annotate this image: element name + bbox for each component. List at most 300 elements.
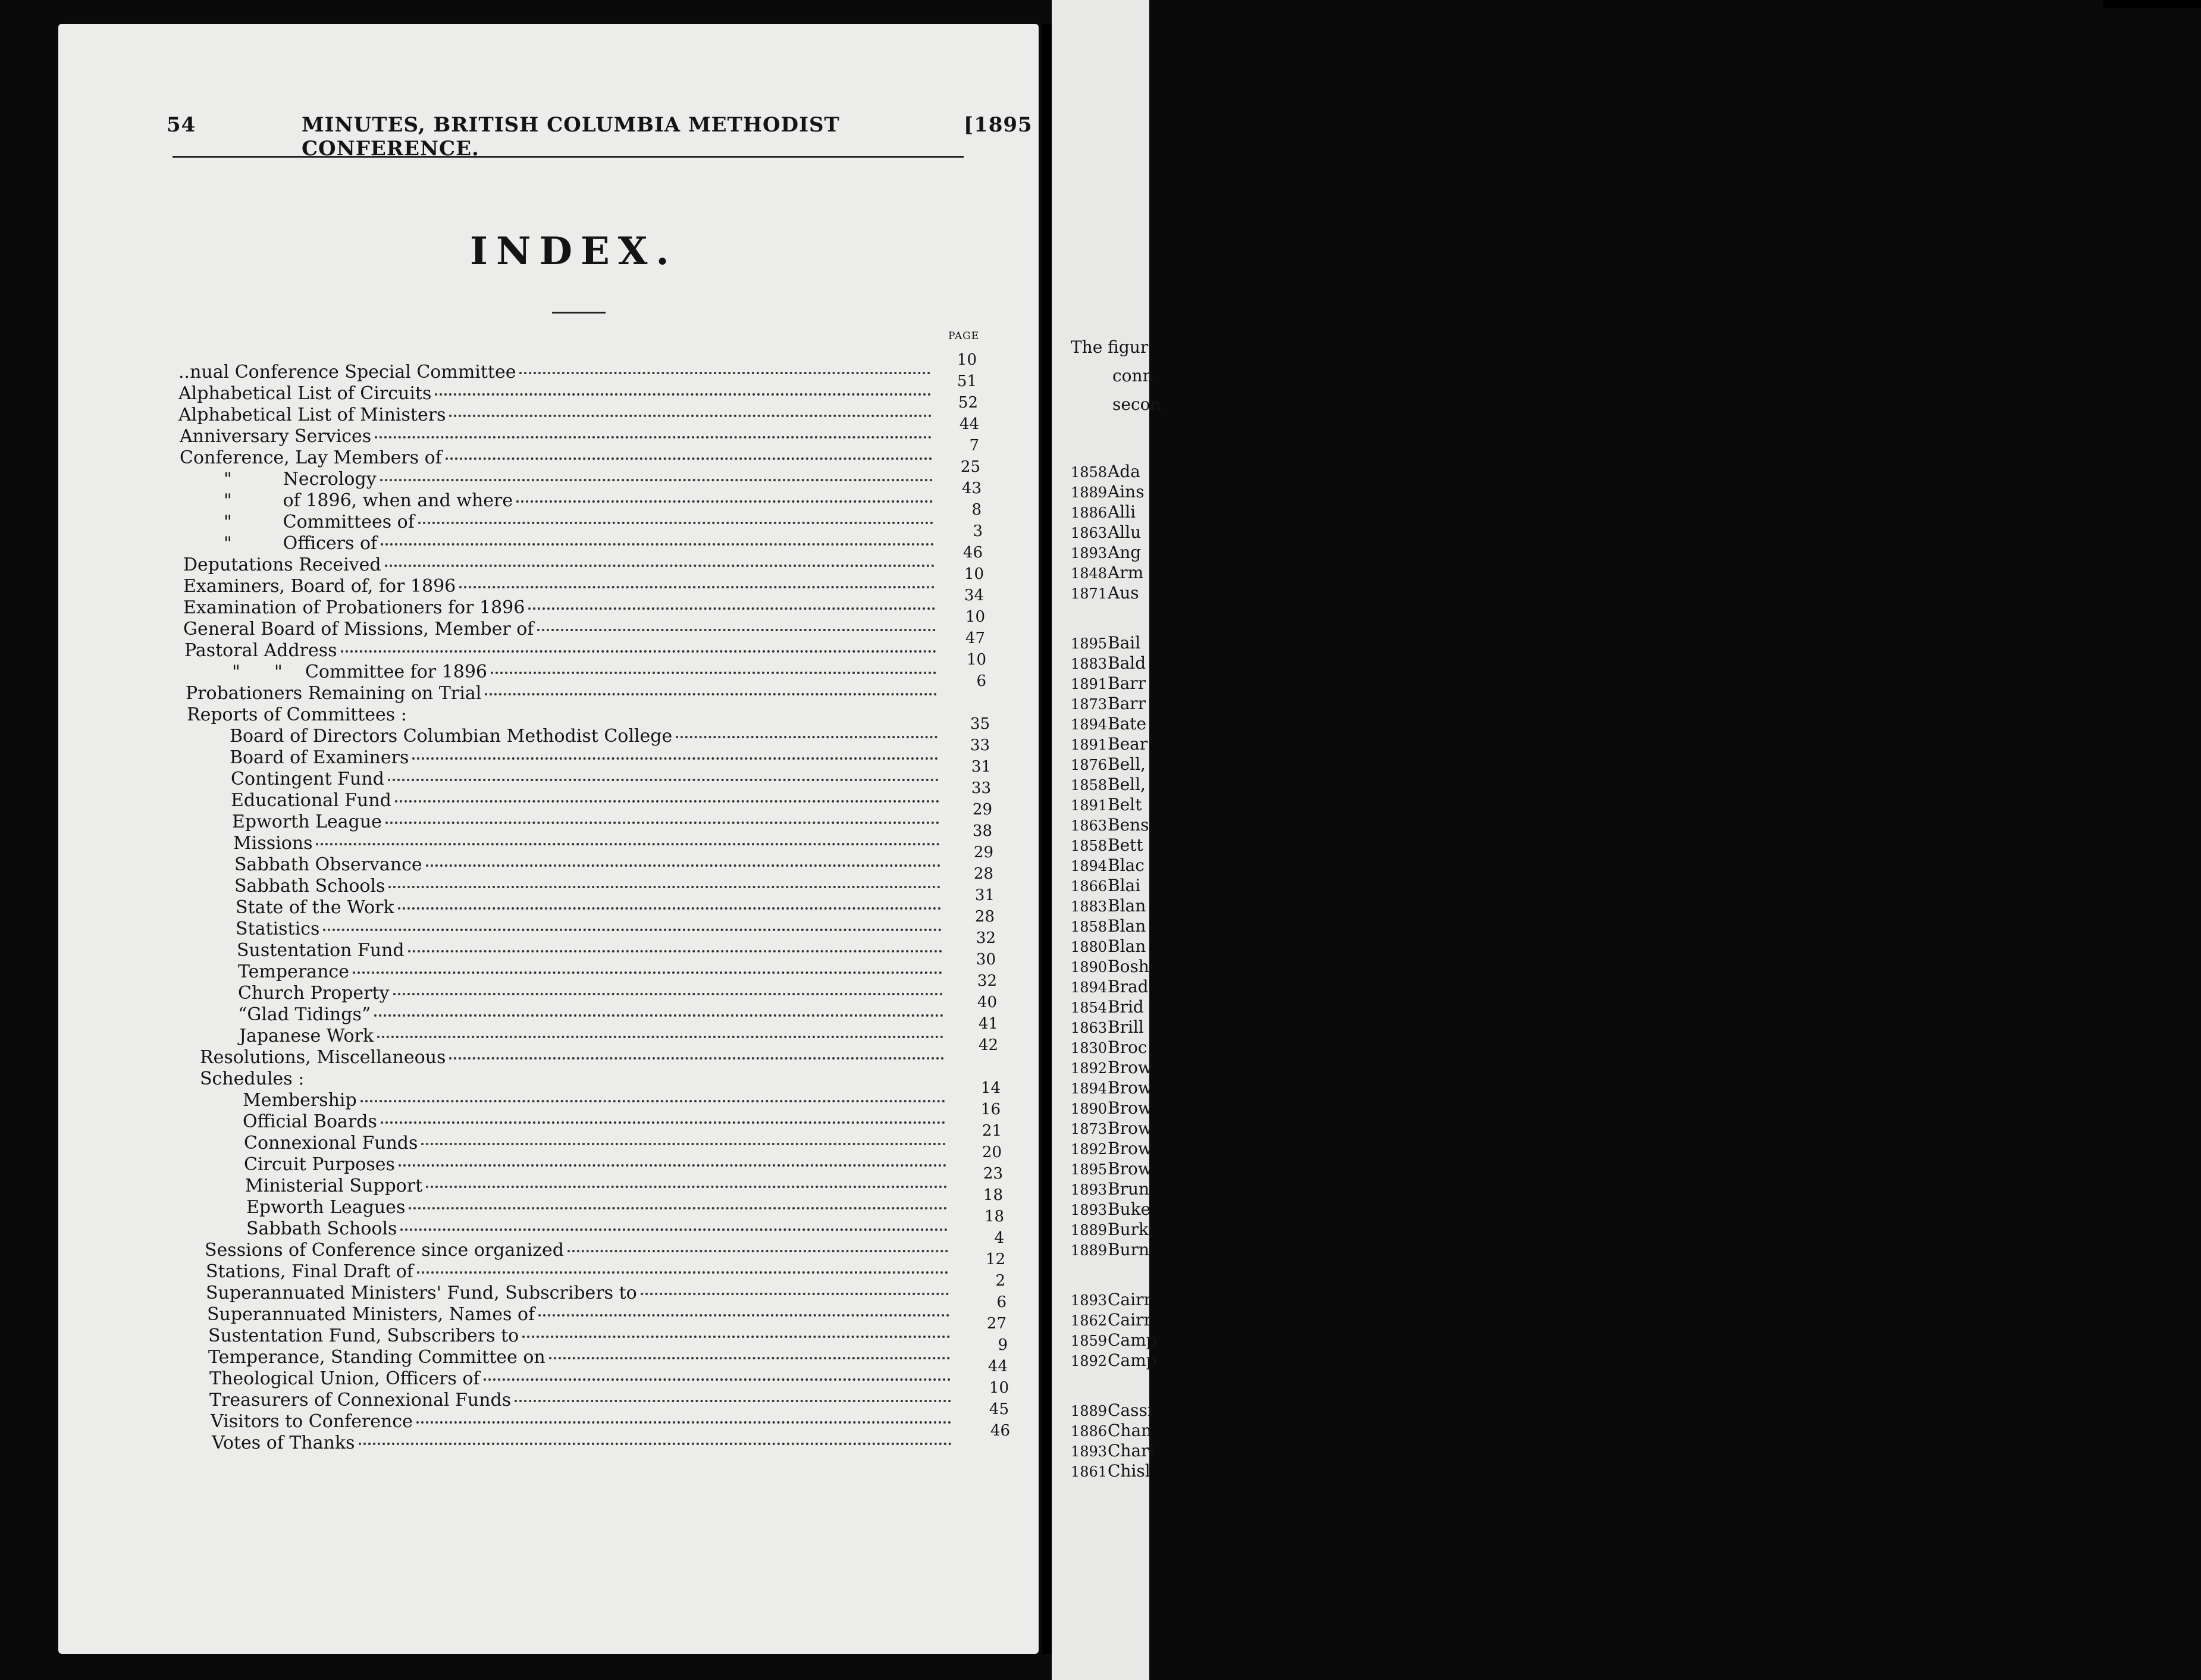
facing-row-name: Blac xyxy=(1108,855,1145,875)
index-page-number: 28 xyxy=(973,865,993,883)
dot-leader xyxy=(676,736,938,738)
facing-row-name: Belt xyxy=(1108,795,1142,814)
index-page-number: 41 xyxy=(978,1015,998,1033)
index-entry-text: Japanese Work xyxy=(239,1026,374,1046)
facing-row-name: Bear xyxy=(1108,734,1148,754)
facing-row-name: Brow xyxy=(1108,1139,1152,1158)
index-entry xyxy=(184,640,940,662)
facing-row-year: 1895 xyxy=(1071,635,1108,652)
index-entry-text: State of the Work xyxy=(236,897,394,918)
facing-page-intro xyxy=(1071,333,1161,419)
facing-page-row xyxy=(1071,482,1145,502)
index-entry xyxy=(244,1133,949,1154)
facing-row-year: 1894 xyxy=(1071,1080,1108,1097)
index-entry xyxy=(183,619,939,640)
facing-row-year: 1893 xyxy=(1071,545,1108,562)
facing-row-year: 1873 xyxy=(1071,696,1108,713)
facing-page-row xyxy=(1071,957,1149,977)
facing-row-year: 1880 xyxy=(1071,939,1108,955)
index-page-number: 31 xyxy=(971,758,991,776)
facing-row-year: 1886 xyxy=(1071,1423,1108,1440)
index-entry-text: Treasurers of Connexional Funds xyxy=(209,1390,512,1411)
dot-leader xyxy=(421,1143,946,1145)
index-entry xyxy=(207,1304,953,1325)
facing-row-year: 1873 xyxy=(1071,1121,1108,1137)
index-entry xyxy=(183,597,939,619)
dot-leader xyxy=(323,929,941,931)
index-entry-text: Theological Union, Officers of xyxy=(209,1368,480,1389)
facing-row-name: Camp xyxy=(1108,1350,1157,1370)
facing-page-row xyxy=(1071,835,1143,855)
facing-row-year: 1889 xyxy=(1071,484,1108,501)
index-entry-text: Membership xyxy=(243,1090,357,1111)
index-page-number: 2 xyxy=(995,1272,1005,1290)
dot-leader xyxy=(516,500,933,503)
facing-page-row xyxy=(1071,1220,1149,1240)
index-entry-text: " " Committee for 1896 xyxy=(232,662,488,682)
index-entry-text: Resolutions, Miscellaneous xyxy=(200,1047,446,1068)
index-entry-text: Superannuated Ministers' Fund, Subscribers to xyxy=(206,1283,637,1303)
facing-page-row xyxy=(1071,653,1146,673)
index-entry-text: Ministerial Support xyxy=(245,1176,423,1196)
index-entry xyxy=(246,1197,951,1218)
facing-row-year: 1890 xyxy=(1071,1101,1108,1117)
index-entry-text: Official Boards xyxy=(243,1111,377,1132)
index-page-number: 28 xyxy=(974,908,995,926)
index-entry-text: Sabbath Observance xyxy=(234,854,422,875)
index-entry xyxy=(236,897,945,919)
index-page-number: 46 xyxy=(962,544,983,562)
facing-row-year: 1893 xyxy=(1071,1181,1108,1198)
facing-row-year: 1892 xyxy=(1071,1141,1108,1158)
index-page-number: 34 xyxy=(964,587,984,604)
facing-row-year: 1893 xyxy=(1071,1443,1108,1460)
facing-row-year: 1859 xyxy=(1071,1333,1108,1349)
facing-row-name: Burn xyxy=(1108,1240,1150,1259)
index-page-number: 3 xyxy=(973,522,983,540)
facing-page-row xyxy=(1071,1159,1152,1179)
dot-leader xyxy=(435,393,931,396)
index-page-number: 45 xyxy=(989,1400,1009,1418)
index-page-number: 32 xyxy=(976,929,996,947)
index-page-number: 29 xyxy=(972,801,992,819)
facing-row-year: 1848 xyxy=(1071,565,1108,582)
index-page-number: 27 xyxy=(986,1315,1007,1333)
facing-page xyxy=(1052,0,1161,1680)
facing-row-name: Cairr xyxy=(1108,1310,1152,1330)
dot-leader xyxy=(426,864,940,867)
dot-leader xyxy=(491,672,936,674)
facing-page-row xyxy=(1071,1240,1149,1260)
dot-leader xyxy=(416,1421,952,1424)
facing-row-name: Camp xyxy=(1108,1330,1157,1350)
index-entry xyxy=(224,533,938,554)
dot-leader xyxy=(353,971,942,974)
index-entry-text: Epworth League xyxy=(232,811,382,832)
index-entry-text: Anniversary Services xyxy=(180,426,372,447)
index-entry-text: " Officers of xyxy=(224,533,378,554)
dot-leader xyxy=(385,565,935,567)
facing-page-row xyxy=(1071,795,1142,815)
dot-leader xyxy=(374,1014,943,1017)
index-page-number: 18 xyxy=(983,1186,1003,1204)
dot-leader xyxy=(641,1293,949,1295)
index-page-number: 42 xyxy=(978,1036,998,1054)
facing-row-name: Bosh xyxy=(1108,957,1149,976)
index-page-number: 38 xyxy=(972,822,992,840)
facing-page-row xyxy=(1071,1118,1152,1139)
index-page-number: 31 xyxy=(974,886,995,904)
facing-row-year: 1893 xyxy=(1071,1202,1108,1218)
facing-page-row xyxy=(1071,543,1141,563)
index-entry-text: Probationers Remaining on Trial xyxy=(186,683,482,704)
facing-page-row xyxy=(1071,1098,1152,1118)
facing-row-year: 1854 xyxy=(1071,999,1108,1016)
facing-row-name: Arm xyxy=(1108,563,1144,582)
index-page-number: 10 xyxy=(965,608,985,626)
dot-leader xyxy=(398,907,942,910)
index-page-number: 6 xyxy=(976,672,986,690)
facing-row-name: Brow xyxy=(1108,1159,1152,1178)
index-entry xyxy=(224,512,937,533)
dot-leader xyxy=(449,415,931,417)
facing-row-year: 1894 xyxy=(1071,979,1108,996)
facing-intro-line: secon xyxy=(1112,394,1161,414)
index-entry-text: General Board of Missions, Member of xyxy=(183,619,534,640)
index-page-number: 43 xyxy=(961,479,982,497)
index-page-number: 8 xyxy=(971,501,982,519)
index-page-number: 35 xyxy=(970,715,990,733)
dot-leader xyxy=(446,457,932,460)
dot-leader xyxy=(408,950,942,952)
index-page-number: 33 xyxy=(970,736,990,754)
facing-row-name: Brid xyxy=(1108,997,1144,1017)
index-entry-text: Superannuated Ministers, Names of xyxy=(207,1304,535,1325)
facing-row-name: Brill xyxy=(1108,1017,1144,1037)
header-year: [1895 xyxy=(964,113,1033,137)
dot-leader xyxy=(375,436,932,438)
dot-leader xyxy=(426,1186,946,1188)
facing-page-row xyxy=(1071,1038,1147,1058)
facing-page-row xyxy=(1071,754,1146,775)
facing-page-row xyxy=(1071,522,1141,543)
dot-leader xyxy=(417,1271,949,1274)
index-entry-text: Schedules : xyxy=(200,1068,305,1089)
index-entry-text: Alphabetical List of Ministers xyxy=(178,405,446,425)
facing-row-year: 1862 xyxy=(1071,1312,1108,1329)
index-entry xyxy=(233,833,943,854)
index-entry-text: Board of Directors Columbian Methodist College xyxy=(230,726,673,747)
facing-row-year: 1886 xyxy=(1071,504,1108,521)
index-entry xyxy=(238,1004,947,1026)
facing-row-name: Barr xyxy=(1108,694,1146,713)
facing-row-name: Ang xyxy=(1108,543,1142,562)
index-entry xyxy=(178,405,935,426)
dot-leader xyxy=(519,372,930,374)
index-entry xyxy=(234,876,944,897)
index-entry xyxy=(243,1090,949,1111)
index-entry-text: Conference, Lay Members of xyxy=(180,447,442,468)
index-entry-text: Sustentation Fund xyxy=(237,940,405,961)
index-page-number: 32 xyxy=(977,972,997,990)
index-entry xyxy=(187,704,941,726)
facing-page-row xyxy=(1071,714,1146,734)
index-entry-text: Visitors to Conference xyxy=(211,1411,413,1432)
facing-page-row xyxy=(1071,1179,1149,1199)
dot-leader xyxy=(393,993,943,995)
facing-page-row xyxy=(1071,563,1143,583)
index-entry xyxy=(206,1261,952,1283)
facing-row-name: Brow xyxy=(1108,1058,1152,1077)
facing-row-name: Bate xyxy=(1108,714,1147,734)
facing-page-row xyxy=(1071,1290,1152,1310)
facing-row-name: Charl xyxy=(1108,1441,1155,1460)
facing-row-name: Bald xyxy=(1108,653,1146,673)
facing-row-year: 1883 xyxy=(1071,656,1108,672)
dot-leader xyxy=(449,1057,944,1060)
dot-leader xyxy=(316,843,940,845)
index-page-number: 47 xyxy=(965,629,985,647)
page-column-label: PAGE xyxy=(948,330,980,342)
index-entry xyxy=(178,362,934,383)
index-entry xyxy=(208,1347,954,1368)
index-entry xyxy=(180,426,935,447)
facing-row-name: Bett xyxy=(1108,835,1143,855)
dot-leader xyxy=(388,886,940,888)
facing-row-year: 1892 xyxy=(1071,1353,1108,1369)
facing-row-name: Cairr xyxy=(1108,1290,1152,1309)
dot-leader xyxy=(381,1121,946,1124)
facing-row-name: Blan xyxy=(1108,896,1146,916)
dot-leader xyxy=(341,650,936,653)
index-page-number: 40 xyxy=(977,993,997,1011)
facing-page-row xyxy=(1071,815,1149,835)
index-entry-text: Sustentation Fund, Subscribers to xyxy=(208,1325,519,1346)
index-entry-text: Epworth Leagues xyxy=(246,1197,406,1218)
index-entry xyxy=(183,554,938,576)
index-entry xyxy=(232,811,943,833)
facing-row-year: 1883 xyxy=(1071,898,1108,915)
facing-row-name: Blai xyxy=(1108,876,1141,895)
facing-row-year: 1891 xyxy=(1071,736,1108,753)
index-entry xyxy=(230,726,941,747)
facing-row-year: 1889 xyxy=(1071,1403,1108,1419)
dot-leader xyxy=(484,1378,951,1381)
facing-row-year: 1863 xyxy=(1071,1020,1108,1036)
facing-page-row xyxy=(1071,916,1146,936)
facing-page-row xyxy=(1071,1421,1152,1441)
dot-leader xyxy=(538,1314,949,1317)
page-number: 54 xyxy=(167,113,196,137)
facing-row-name: Bell, xyxy=(1108,775,1146,794)
index-page-number: 46 xyxy=(990,1422,1010,1440)
facing-page-edge xyxy=(2103,0,2201,8)
index-entry xyxy=(231,769,942,790)
index-entry xyxy=(237,940,946,961)
dot-leader xyxy=(377,1036,943,1038)
index-entry-text: " Necrology xyxy=(224,469,377,490)
index-entry xyxy=(209,1368,954,1390)
dot-leader xyxy=(360,1100,945,1102)
index-page-number: 20 xyxy=(982,1143,1002,1161)
facing-row-name: Aus xyxy=(1108,583,1139,603)
facing-row-name: Brow xyxy=(1108,1078,1152,1098)
index-entry-text: Examination of Probationers for 1896 xyxy=(183,597,525,618)
dot-leader xyxy=(395,800,939,803)
index-page-number: 10 xyxy=(964,565,984,583)
index-page-number: 51 xyxy=(957,372,977,390)
index-entry-text: Connexional Funds xyxy=(244,1133,418,1154)
index-heading: INDEX. xyxy=(470,229,678,274)
facing-page-row xyxy=(1071,694,1146,714)
dot-leader xyxy=(385,822,939,824)
index-entry xyxy=(243,1111,949,1133)
facing-intro-line: The figur xyxy=(1071,337,1149,357)
dot-leader xyxy=(528,607,935,610)
facing-page-row xyxy=(1071,1139,1152,1159)
facing-page-row xyxy=(1071,1199,1150,1220)
dot-leader xyxy=(359,1443,952,1445)
index-entry-text: Statistics xyxy=(236,919,320,939)
facing-row-year: 1866 xyxy=(1071,878,1108,895)
index-entry-text: Deputations Received xyxy=(183,554,381,575)
facing-row-name: Barr xyxy=(1108,673,1146,693)
facing-row-year: 1893 xyxy=(1071,1292,1108,1309)
facing-row-year: 1891 xyxy=(1071,797,1108,814)
index-page-number: 21 xyxy=(982,1122,1002,1140)
index-entry-text: " Committees of xyxy=(224,512,415,532)
facing-page-row xyxy=(1071,1058,1152,1078)
facing-page-row xyxy=(1071,502,1136,522)
facing-row-year: 1891 xyxy=(1071,676,1108,692)
facing-row-year: 1871 xyxy=(1071,585,1108,602)
facing-row-name: Bell, xyxy=(1108,754,1146,774)
index-entry xyxy=(238,961,946,983)
index-page-number: 44 xyxy=(987,1358,1008,1375)
dot-leader xyxy=(418,522,933,524)
index-entry xyxy=(224,469,936,490)
dot-leader xyxy=(412,757,938,760)
facing-row-name: Ada xyxy=(1108,462,1140,481)
index-page-number: 10 xyxy=(957,351,977,369)
index-entry-text: Board of Examiners xyxy=(230,747,409,768)
facing-page-row xyxy=(1071,1400,1153,1421)
dot-leader xyxy=(381,543,934,546)
index-entry-text: Alphabetical List of Circuits xyxy=(178,383,432,404)
index-page-number: 23 xyxy=(983,1165,1003,1183)
index-entry-text: " of 1896, when and where xyxy=(224,490,513,511)
index-page-number: 18 xyxy=(984,1208,1004,1225)
index-page-number: 25 xyxy=(960,458,980,476)
facing-row-year: 1894 xyxy=(1071,716,1108,733)
facing-page-row xyxy=(1071,633,1140,653)
index-entry-text: Stations, Final Draft of xyxy=(206,1261,413,1282)
dot-leader xyxy=(399,1164,946,1167)
index-page-number: 10 xyxy=(989,1379,1009,1397)
facing-page-row xyxy=(1071,1461,1150,1481)
facing-row-year: 1830 xyxy=(1071,1040,1108,1057)
facing-row-year: 1858 xyxy=(1071,777,1108,794)
facing-row-name: Brow xyxy=(1108,1098,1152,1118)
index-page-number: 44 xyxy=(959,415,979,433)
index-entry xyxy=(246,1218,951,1240)
facing-page-row xyxy=(1071,936,1146,957)
index-entry xyxy=(230,747,942,769)
index-page-number: 6 xyxy=(996,1293,1007,1311)
index-entry xyxy=(178,383,935,405)
index-entry-text: Pastoral Address xyxy=(184,640,337,661)
facing-row-name: Allu xyxy=(1108,522,1142,542)
facing-row-name: Bail xyxy=(1108,633,1141,653)
index-page-number: 33 xyxy=(971,779,991,797)
index-entry-text: Missions xyxy=(233,833,313,854)
facing-row-name: Blan xyxy=(1108,936,1146,956)
index-page-number: 29 xyxy=(973,844,993,861)
index-entry-text: Reports of Committees : xyxy=(187,704,407,725)
facing-page-row xyxy=(1071,1078,1152,1098)
index-entry xyxy=(232,662,940,683)
index-entry-text: Church Property xyxy=(238,983,390,1004)
index-entry-text: Sessions of Conference since organized xyxy=(205,1240,564,1261)
dot-leader xyxy=(522,1336,949,1338)
index-entry-text: Sabbath Schools xyxy=(234,876,385,897)
index-entry xyxy=(205,1240,952,1261)
index-page-number: 12 xyxy=(985,1250,1005,1268)
index-entry-text: Temperance, Standing Committee on xyxy=(208,1347,545,1368)
facing-page-row xyxy=(1071,1017,1144,1038)
index-entry xyxy=(200,1047,948,1068)
facing-page-row xyxy=(1071,462,1140,482)
facing-row-year: 1889 xyxy=(1071,1242,1108,1259)
index-page-number: 16 xyxy=(980,1101,1001,1118)
index-entry-text: Votes of Thanks xyxy=(212,1433,355,1453)
facing-row-name: Chisl xyxy=(1108,1461,1150,1481)
facing-row-name: Brow xyxy=(1108,1118,1152,1138)
index-entry xyxy=(211,1411,955,1433)
index-entry xyxy=(224,490,936,512)
facing-row-year: 1863 xyxy=(1071,817,1108,834)
facing-page-row xyxy=(1071,876,1140,896)
index-page-number: 4 xyxy=(994,1229,1004,1247)
dot-leader xyxy=(485,693,937,695)
facing-page-row xyxy=(1071,583,1139,603)
facing-row-year: 1889 xyxy=(1071,1222,1108,1239)
dot-leader xyxy=(459,586,935,588)
index-entry-text: ..nual Conference Special Committee xyxy=(178,362,516,383)
facing-page-row xyxy=(1071,1350,1157,1371)
facing-page-row xyxy=(1071,1310,1152,1330)
index-entry-text: Contingent Fund xyxy=(231,769,384,789)
facing-row-name: Broc xyxy=(1108,1038,1147,1057)
index-entry xyxy=(234,854,944,876)
facing-row-year: 1861 xyxy=(1071,1463,1108,1480)
dot-leader xyxy=(388,779,939,781)
index-entry xyxy=(200,1068,948,1090)
facing-page-row xyxy=(1071,734,1147,754)
facing-page-row xyxy=(1071,896,1146,916)
index-page-number: 7 xyxy=(969,437,979,455)
facing-intro-line: conn xyxy=(1112,366,1153,385)
facing-page-row xyxy=(1071,673,1146,694)
index-entry xyxy=(180,447,936,469)
index-entry xyxy=(183,576,938,597)
index-entry-text: “Glad Tidings” xyxy=(238,1004,371,1025)
index-entry xyxy=(244,1154,950,1176)
index-page-number: 52 xyxy=(958,394,978,412)
facing-row-name: Brun xyxy=(1108,1179,1150,1199)
facing-page-row xyxy=(1071,1441,1155,1461)
facing-row-year: 1858 xyxy=(1071,464,1108,481)
